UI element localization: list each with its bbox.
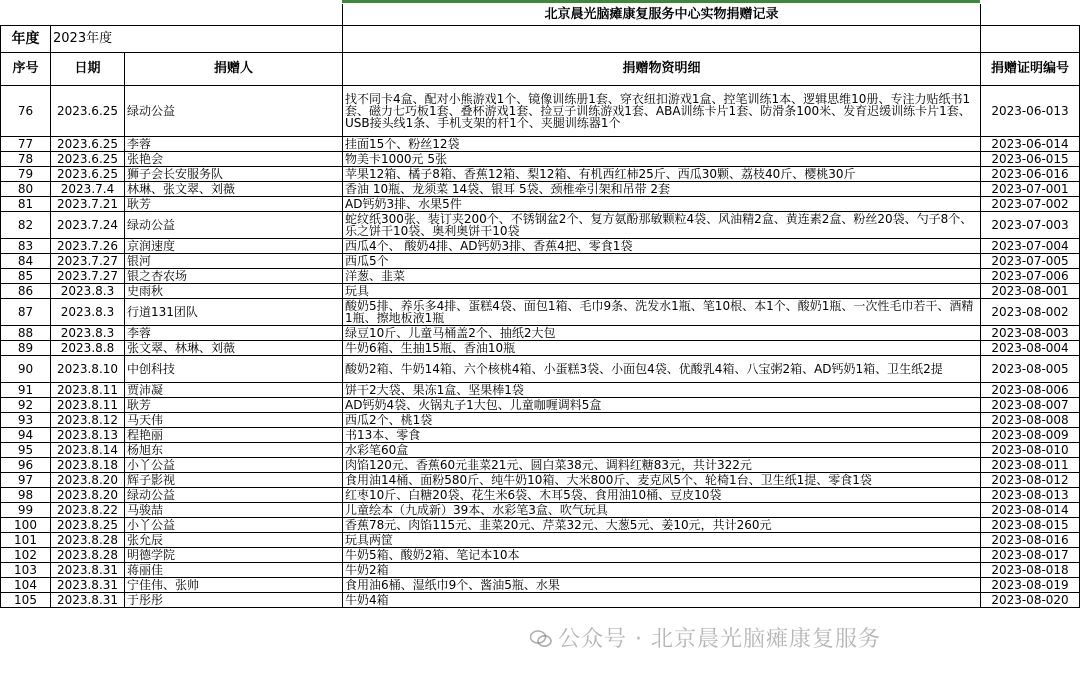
row-no-cell[interactable]: 82 [1, 212, 51, 239]
table-row [1, 413, 1080, 428]
row-donor-cell[interactable]: 耿芳 [125, 398, 343, 413]
row-items-cell[interactable]: 牛奶2箱 [343, 563, 981, 578]
table-row [1, 212, 1080, 239]
row-no-cell[interactable]: 96 [1, 458, 51, 473]
watermark [530, 622, 881, 653]
row-cert-cell[interactable]: 2023-06-013 [981, 86, 1080, 137]
row-items-cell[interactable]: 物美卡1000元 5张 [343, 152, 981, 167]
row-date-cell[interactable]: 2023.8.14 [51, 443, 125, 458]
row-date-cell[interactable]: 2023.6.25 [51, 137, 125, 152]
row-no-cell[interactable]: 80 [1, 182, 51, 197]
row-items-cell[interactable]: 牛奶4箱 [343, 593, 981, 608]
row-items-cell[interactable]: 儿童绘本（九成新）39本、水彩笔3盒、吹气玩具 [343, 503, 981, 518]
table-row [1, 488, 1080, 503]
row-items-cell[interactable]: AD钙奶4袋、火锅丸子1大包、儿童咖喱调料5盒 [343, 398, 981, 413]
row-donor-cell[interactable]: 银河 [125, 254, 343, 269]
header-date[interactable]: 日期 [51, 53, 125, 86]
row-no-cell[interactable]: 87 [1, 299, 51, 326]
row-items-cell[interactable]: 西瓜5个 [343, 254, 981, 269]
row-donor-cell[interactable]: 绿动公益 [125, 86, 343, 137]
year-blank-cell[interactable] [343, 26, 981, 53]
row-donor-cell[interactable]: 辉子影视 [125, 473, 343, 488]
row-donor-cell[interactable]: 行道131团队 [125, 299, 343, 326]
row-donor-cell[interactable]: 小丫公益 [125, 458, 343, 473]
table-row [1, 197, 1080, 212]
row-cert-cell[interactable]: 2023-07-002 [981, 197, 1080, 212]
table-row [1, 398, 1080, 413]
row-no-cell[interactable]: 93 [1, 413, 51, 428]
row-donor-cell[interactable]: 宁佳伟、张帅 [125, 578, 343, 593]
row-no-cell[interactable]: 100 [1, 518, 51, 533]
row-cert-cell[interactable]: 2023-08-012 [981, 473, 1080, 488]
row-items-cell[interactable]: 食用油6桶、湿纸巾9个、酱油5瓶、水果 [343, 578, 981, 593]
row-donor-cell[interactable]: 李蓉 [125, 326, 343, 341]
row-donor-cell[interactable]: 狮子会长安服务队 [125, 167, 343, 182]
header-cert[interactable]: 捐赠证明编号 [981, 53, 1080, 86]
row-cert-cell[interactable]: 2023-07-006 [981, 269, 1080, 284]
row-cert-cell[interactable]: 2023-06-015 [981, 152, 1080, 167]
table-row [1, 326, 1080, 341]
row-donor-cell[interactable]: 绿动公益 [125, 488, 343, 503]
row-no-cell[interactable]: 81 [1, 197, 51, 212]
row-donor-cell[interactable]: 中创科技 [125, 356, 343, 383]
row-date-cell[interactable]: 2023.8.11 [51, 383, 125, 398]
row-date-cell[interactable]: 2023.8.18 [51, 458, 125, 473]
row-date-cell[interactable]: 2023.8.8 [51, 341, 125, 356]
table-row [1, 239, 1080, 254]
table-row [1, 428, 1080, 443]
row-no-cell[interactable]: 76 [1, 86, 51, 137]
row-date-cell[interactable]: 2023.7.24 [51, 212, 125, 239]
row-donor-cell[interactable]: 程艳丽 [125, 428, 343, 443]
row-cert-cell[interactable]: 2023-08-019 [981, 578, 1080, 593]
row-date-cell[interactable]: 2023.8.31 [51, 593, 125, 608]
row-cert-cell[interactable]: 2023-08-013 [981, 488, 1080, 503]
row-date-cell[interactable]: 2023.7.27 [51, 269, 125, 284]
table-row [1, 356, 1080, 383]
row-date-cell[interactable]: 2023.8.28 [51, 548, 125, 563]
row-donor-cell[interactable]: 杨旭东 [125, 443, 343, 458]
row-cert-cell[interactable]: 2023-07-004 [981, 239, 1080, 254]
row-no-cell[interactable]: 103 [1, 563, 51, 578]
row-cert-cell[interactable]: 2023-08-008 [981, 413, 1080, 428]
row-no-cell[interactable]: 83 [1, 239, 51, 254]
row-items-cell[interactable]: 牛奶6箱、生抽15瓶、香油10瓶 [343, 341, 981, 356]
table-row [1, 167, 1080, 182]
row-donor-cell[interactable]: 银之杏农场 [125, 269, 343, 284]
row-donor-cell[interactable]: 林琳、张文翠、刘薇 [125, 182, 343, 197]
row-donor-cell[interactable]: 马天伟 [125, 413, 343, 428]
table-row [1, 578, 1080, 593]
row-date-cell[interactable]: 2023.8.3 [51, 284, 125, 299]
row-date-cell[interactable]: 2023.8.31 [51, 563, 125, 578]
row-date-cell[interactable]: 2023.6.25 [51, 167, 125, 182]
row-cert-cell[interactable]: 2023-08-005 [981, 356, 1080, 383]
table-row [1, 593, 1080, 608]
row-date-cell[interactable]: 2023.8.22 [51, 503, 125, 518]
row-items-cell[interactable]: 蛇纹纸300张、装订夹200个、不锈钢盆2个、复方氨酚那敏颗粒4袋、风油精2盒、黄连素2盒、粉丝20袋、勺子8个、乐之饼干10袋、奥利奥饼干10袋 [343, 212, 981, 239]
row-donor-cell[interactable]: 绿动公益 [125, 212, 343, 239]
row-donor-cell[interactable]: 马骏喆 [125, 503, 343, 518]
table-row [1, 137, 1080, 152]
row-no-cell[interactable]: 94 [1, 428, 51, 443]
header-donor[interactable]: 捐赠人 [125, 53, 343, 86]
row-cert-cell[interactable]: 2023-08-004 [981, 341, 1080, 356]
row-donor-cell[interactable]: 张允辰 [125, 533, 343, 548]
table-row [1, 299, 1080, 326]
row-no-cell[interactable]: 88 [1, 326, 51, 341]
row-no-cell[interactable]: 79 [1, 167, 51, 182]
row-cert-cell[interactable]: 2023-08-017 [981, 548, 1080, 563]
row-items-cell[interactable]: AD钙奶3排、水果5件 [343, 197, 981, 212]
table-row [1, 533, 1080, 548]
title-accent-line [342, 0, 980, 3]
row-cert-cell[interactable]: 2023-08-006 [981, 383, 1080, 398]
row-no-cell[interactable]: 104 [1, 578, 51, 593]
row-no-cell[interactable]: 101 [1, 533, 51, 548]
year-row [1, 26, 1080, 53]
year-label[interactable]: 年度 [1, 26, 51, 53]
row-date-cell[interactable]: 2023.7.26 [51, 239, 125, 254]
row-items-cell[interactable]: 水彩笔60盒 [343, 443, 981, 458]
row-donor-cell[interactable]: 明德学院 [125, 548, 343, 563]
row-cert-cell[interactable]: 2023-06-016 [981, 167, 1080, 182]
table-row [1, 563, 1080, 578]
row-cert-cell[interactable]: 2023-08-001 [981, 284, 1080, 299]
row-date-cell[interactable]: 2023.6.25 [51, 152, 125, 167]
row-date-cell[interactable]: 2023.8.20 [51, 488, 125, 503]
row-cert-cell[interactable]: 2023-08-007 [981, 398, 1080, 413]
row-no-cell[interactable]: 86 [1, 284, 51, 299]
row-items-cell[interactable]: 红枣10斤、白糖20袋、花生米6袋、木耳5袋、食用油10桶、豆皮10袋 [343, 488, 981, 503]
row-items-cell[interactable]: 香蕉78元、肉馅115元、韭菜20元、芹菜32元、大葱5元、姜10元，共计260元 [343, 518, 981, 533]
row-donor-cell[interactable]: 张艳会 [125, 152, 343, 167]
table-row [1, 518, 1080, 533]
row-no-cell[interactable]: 98 [1, 488, 51, 503]
row-items-cell[interactable]: 西瓜2个、桃1袋 [343, 413, 981, 428]
row-date-cell[interactable]: 2023.6.25 [51, 86, 125, 137]
row-cert-cell[interactable]: 2023-07-003 [981, 212, 1080, 239]
row-donor-cell[interactable]: 张文翠、林琳、刘薇 [125, 341, 343, 356]
row-date-cell[interactable]: 2023.8.11 [51, 398, 125, 413]
row-no-cell[interactable]: 97 [1, 473, 51, 488]
row-items-cell[interactable]: 肉馅120元、香蕉60元韭菜21元、圆白菜38元、调料红糖83元，共计322元 [343, 458, 981, 473]
sheet-title: 北京晨光脑瘫康复服务中心实物捐赠记录 [343, 4, 981, 26]
row-cert-cell[interactable]: 2023-06-014 [981, 137, 1080, 152]
row-donor-cell[interactable]: 李蓉 [125, 137, 343, 152]
table-row [1, 458, 1080, 473]
table-row [1, 284, 1080, 299]
row-cert-cell[interactable]: 2023-08-010 [981, 443, 1080, 458]
row-cert-cell[interactable]: 2023-08-011 [981, 458, 1080, 473]
table-row [1, 152, 1080, 167]
row-date-cell[interactable]: 2023.8.31 [51, 578, 125, 593]
row-cert-cell[interactable]: 2023-07-005 [981, 254, 1080, 269]
donation-table [0, 4, 1080, 608]
row-date-cell[interactable]: 2023.8.25 [51, 518, 125, 533]
row-no-cell[interactable]: 102 [1, 548, 51, 563]
row-items-cell[interactable]: 玩具两筐 [343, 533, 981, 548]
row-cert-cell[interactable]: 2023-08-018 [981, 563, 1080, 578]
wechat-icon [530, 630, 552, 648]
year-blank-cell[interactable] [981, 26, 1080, 53]
row-date-cell[interactable]: 2023.8.12 [51, 413, 125, 428]
row-date-cell[interactable]: 2023.7.27 [51, 254, 125, 269]
table-row [1, 341, 1080, 356]
row-no-cell[interactable]: 91 [1, 383, 51, 398]
row-no-cell[interactable]: 105 [1, 593, 51, 608]
watermark-text: 公众号 · 北京晨光脑瘫康复服务 [558, 627, 881, 652]
table-row [1, 269, 1080, 284]
row-no-cell[interactable]: 90 [1, 356, 51, 383]
header-items[interactable]: 捐赠物资明细 [343, 53, 981, 86]
row-date-cell[interactable]: 2023.8.3 [51, 326, 125, 341]
table-row [1, 86, 1080, 137]
row-items-cell[interactable]: 挂面15个、粉丝12袋 [343, 137, 981, 152]
row-items-cell[interactable]: 香油 10瓶、龙须菜 14袋、银耳 5袋、颈椎牵引架和吊带 2套 [343, 182, 981, 197]
row-items-cell[interactable]: 书13本、零食 [343, 428, 981, 443]
row-no-cell[interactable]: 78 [1, 152, 51, 167]
row-donor-cell[interactable]: 京润速度 [125, 239, 343, 254]
row-cert-cell[interactable]: 2023-08-009 [981, 428, 1080, 443]
header-no[interactable]: 序号 [1, 53, 51, 86]
row-donor-cell[interactable]: 耿芳 [125, 197, 343, 212]
table-row [1, 182, 1080, 197]
table-row [1, 443, 1080, 458]
row-items-cell[interactable]: 苹果12箱、橘子8箱、香蕉12箱、梨12箱、有机西红柿25斤、西瓜30颗、荔枝40斤、樱桃30斤 [343, 167, 981, 182]
row-items-cell[interactable]: 牛奶5箱、酸奶2箱、笔记本10本 [343, 548, 981, 563]
row-date-cell[interactable]: 2023.8.3 [51, 299, 125, 326]
row-cert-cell[interactable]: 2023-07-001 [981, 182, 1080, 197]
row-cert-cell[interactable]: 2023-08-020 [981, 593, 1080, 608]
table-row [1, 473, 1080, 488]
row-donor-cell[interactable]: 于彤彤 [125, 593, 343, 608]
row-items-cell[interactable]: 西瓜4个、 酸奶4排、AD钙奶3排、香蕉4把、零食1袋 [343, 239, 981, 254]
row-items-cell[interactable]: 酸奶5排、养乐多4排、蛋糕4袋、面包1箱、毛巾9条、洗发水1瓶、笔10根、本1个、酸奶1瓶、一次性毛巾若干、酒精1瓶、擦地板液1瓶 [343, 299, 981, 326]
row-items-cell[interactable]: 找不同卡4盒、配对小熊游戏1个、镜像训练册1套、穿衣纽扣游戏1盒、控笔训练1本、逻辑思维10册、专注力贴纸书1套、磁力七巧板1套、叠杯游戏1套、捡豆子训练游戏1套、ABA训练卡片1套、防滑条100米、发育迟缓训练卡片1套、USB接头线1条、手机支架的杆1个、夹腿训练器1个 [343, 86, 981, 137]
row-no-cell[interactable]: 84 [1, 254, 51, 269]
row-cert-cell[interactable]: 2023-08-016 [981, 533, 1080, 548]
row-donor-cell[interactable]: 史雨秋 [125, 284, 343, 299]
header-row [1, 53, 1080, 86]
table-row [1, 548, 1080, 563]
title-row [1, 4, 1080, 26]
year-value[interactable]: 2023年度 [51, 26, 343, 53]
row-items-cell[interactable]: 饼干2大袋、果冻1盒、坚果棒1袋 [343, 383, 981, 398]
table-row [1, 503, 1080, 518]
row-donor-cell[interactable]: 蒋丽佳 [125, 563, 343, 578]
row-items-cell[interactable]: 玩具 [343, 284, 981, 299]
row-date-cell[interactable]: 2023.8.10 [51, 356, 125, 383]
row-items-cell[interactable]: 酸奶2箱、牛奶14箱、六个核桃4箱、小蛋糕3袋、小面包4袋、优酸乳4箱、八宝粥2箱、AD钙奶1箱、卫生纸2提 [343, 356, 981, 383]
row-cert-cell[interactable]: 2023-08-015 [981, 518, 1080, 533]
row-donor-cell[interactable]: 小丫公益 [125, 518, 343, 533]
table-row [1, 254, 1080, 269]
row-donor-cell[interactable]: 贾沛凝 [125, 383, 343, 398]
row-items-cell[interactable]: 食用油14桶、面粉580斤、纯牛奶10箱、大米800斤、麦克风5个、轮椅1台、卫生纸1提、零食1袋 [343, 473, 981, 488]
row-date-cell[interactable]: 2023.7.4 [51, 182, 125, 197]
row-date-cell[interactable]: 2023.8.28 [51, 533, 125, 548]
row-date-cell[interactable]: 2023.8.20 [51, 473, 125, 488]
row-cert-cell[interactable]: 2023-08-003 [981, 326, 1080, 341]
table-row [1, 383, 1080, 398]
row-items-cell[interactable]: 绿豆10斤、儿童马桶盖2个、抽纸2大包 [343, 326, 981, 341]
row-cert-cell[interactable]: 2023-08-002 [981, 299, 1080, 326]
row-no-cell[interactable]: 92 [1, 398, 51, 413]
row-no-cell[interactable]: 99 [1, 503, 51, 518]
row-date-cell[interactable]: 2023.8.13 [51, 428, 125, 443]
row-items-cell[interactable]: 洋葱、韭菜 [343, 269, 981, 284]
row-no-cell[interactable]: 89 [1, 341, 51, 356]
row-date-cell[interactable]: 2023.7.21 [51, 197, 125, 212]
row-no-cell[interactable]: 77 [1, 137, 51, 152]
row-no-cell[interactable]: 95 [1, 443, 51, 458]
row-no-cell[interactable]: 85 [1, 269, 51, 284]
row-cert-cell[interactable]: 2023-08-014 [981, 503, 1080, 518]
